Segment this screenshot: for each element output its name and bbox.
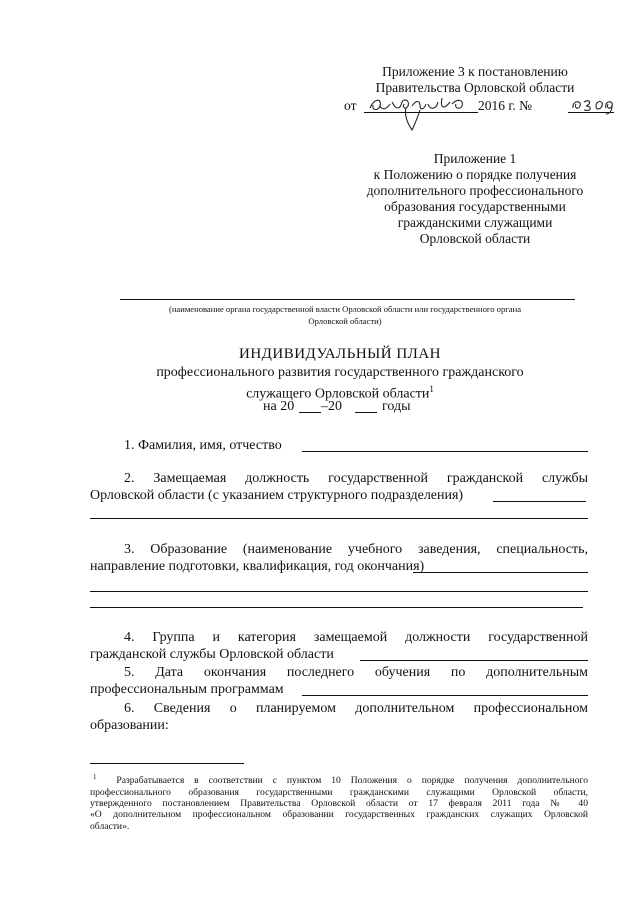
appendix-line: гражданскими служащими	[397, 215, 553, 230]
item-5-blank	[302, 695, 588, 696]
appendix-line: дополнительного профессионального	[366, 183, 584, 198]
period-year-2-blank	[355, 412, 377, 413]
footnote-line-2: профессионального образования государственными гражданскими служащими Орловской области,	[90, 786, 588, 798]
org-caption-line-2: Орловской области)	[308, 316, 382, 326]
item-4-blank	[360, 660, 588, 661]
footnote	[90, 772, 588, 832]
date-prefix: от	[344, 98, 357, 113]
date-year-number: 2016 г. №	[478, 98, 533, 113]
plan-subtitle-2-text: служащего Орловской области	[246, 386, 430, 402]
item-2-blank-2	[90, 518, 588, 519]
item-6-line-1: 6. Сведения о планируемом дополнительном профессиональном	[124, 701, 588, 716]
org-caption	[110, 303, 580, 327]
footnote-line-3: утвержденного постановлением Правительства Орловской области от 17 февраля 2011 года № 40	[90, 798, 588, 809]
item-1-label: 1. Фамилия, имя, отчество	[124, 438, 282, 453]
plan-period	[263, 398, 423, 416]
appendix-block	[330, 151, 620, 247]
item-2-line-1: 2. Замещаемая должность государственной гражданской службы	[124, 471, 588, 486]
appendix-title: Приложение 1	[433, 151, 517, 166]
appendix-line: к Положению о порядке получения	[373, 167, 577, 182]
plan-subtitle-1: профессионального развития государственного гражданского	[156, 365, 524, 380]
item-5-line-2: профессиональным программам	[90, 682, 284, 697]
footnote-text-1: Разрабатывается в соответствии с пунктом 10 Положения о порядке получения дополнительного	[116, 775, 589, 787]
period-start: на 20	[263, 399, 295, 414]
org-caption-line-1: (наименование органа государственной власти Орловской области или государственного органа	[168, 304, 522, 314]
footnote-separator	[90, 763, 244, 764]
plan-title: ИНДИВИДУАЛЬНЫЙ ПЛАН	[238, 346, 442, 362]
item-5-line-1: 5. Дата окончания последнего обучения по дополнительным	[124, 665, 588, 680]
item-3-line-2: направление подготовки, квалификация, год окончания)	[90, 559, 425, 574]
item-4-line-2: гражданской службы Орловской области	[90, 647, 334, 662]
footnote-mark: 1	[93, 773, 97, 781]
handwritten-number	[570, 94, 616, 116]
item-3-line-1: 3. Образование (наименование учебного заведения, специальность,	[124, 542, 588, 557]
item-3-blank-1	[413, 572, 588, 573]
item-4-line-1: 4. Группа и категория замещаемой должности государственной	[124, 630, 588, 645]
period-mid: –20	[321, 399, 342, 414]
header-line-1: Приложение 3 к постановлению	[382, 64, 568, 79]
period-year-1-blank	[299, 412, 321, 413]
footnote-ref: 1	[429, 384, 434, 394]
item-2-blank-1	[493, 501, 586, 502]
appendix-line: образования государственными	[384, 199, 566, 214]
footnote-line-1	[90, 772, 588, 787]
appendix-line: Орловской области	[419, 231, 531, 246]
org-name-blank	[120, 299, 575, 300]
item-3-blank-2	[90, 591, 588, 592]
period-end: годы	[382, 399, 411, 414]
item-3-blank-3	[90, 607, 583, 608]
item-1-blank	[302, 451, 588, 452]
item-6-line-2: образовании:	[90, 718, 169, 733]
header-line-2: Правительства Орловской области	[375, 80, 575, 95]
handwritten-date	[366, 92, 476, 136]
date-number-line	[344, 98, 624, 118]
footnote-line-5: области».	[90, 820, 130, 832]
footnote-line-4: «О дополнительном профессиональном образовании государственных гражданских служащих Орловской	[90, 809, 588, 821]
item-2-line-2: Орловской области (с указанием структурного подразделения)	[90, 488, 464, 503]
